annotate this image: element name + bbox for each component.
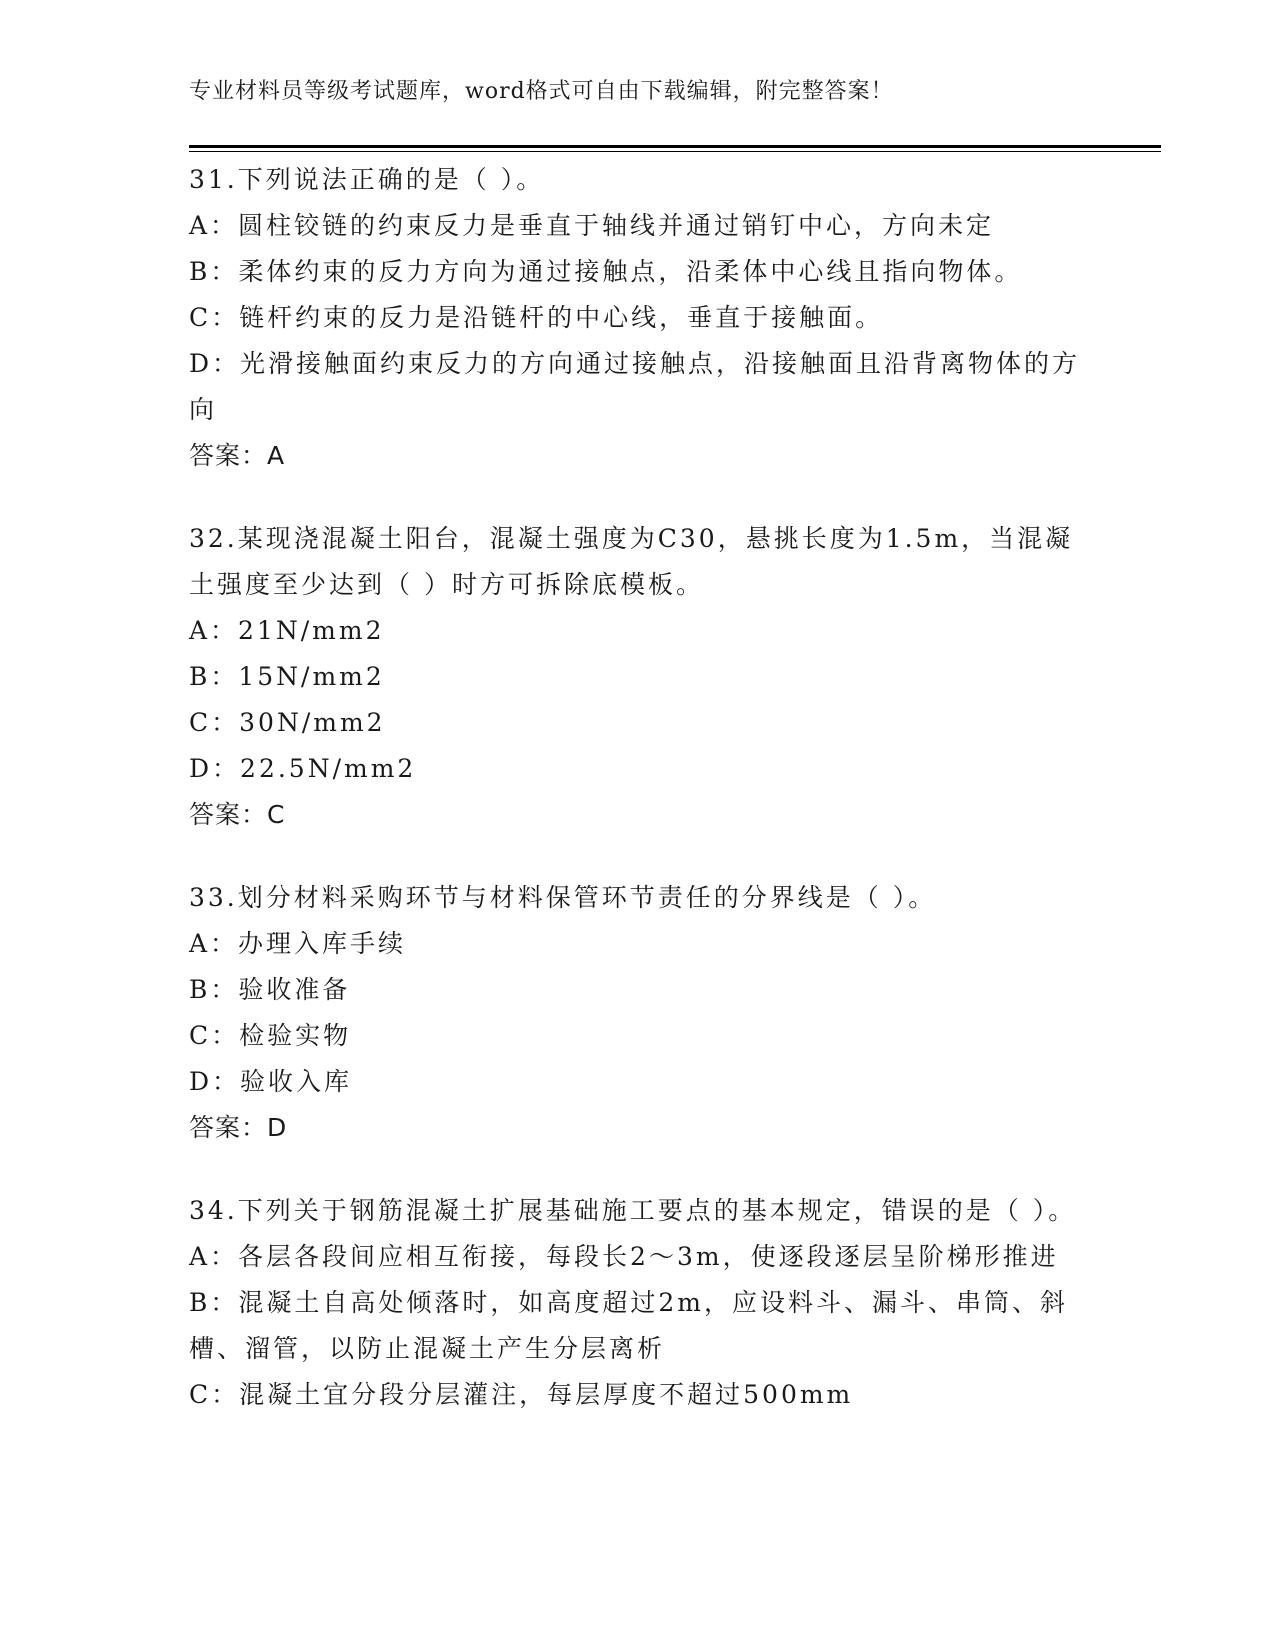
- question-31: [189, 157, 1089, 479]
- option-a: A：各层各段间应相互衔接，每段长2～3m，使逐段逐层呈阶梯形推进: [189, 1242, 1059, 1271]
- question-stem: 31.下列说法正确的是（ ）。: [189, 165, 545, 194]
- option-d: D：光滑接触面约束反力的方向通过接触点，沿接触面且沿背离物体的方向: [189, 349, 1081, 424]
- question-stem: 33.划分材料采购环节与材料保管环节责任的分界线是（ ）。: [189, 883, 937, 912]
- page-header: 专业材料员等级考试题库，word格式可自由下载编辑，附完整答案！: [189, 79, 894, 104]
- option-b: B：验收准备: [189, 975, 351, 1004]
- header-divider: [189, 145, 1161, 152]
- option-c: C：链杆约束的反力是沿链杆的中心线，垂直于接触面。: [189, 303, 884, 332]
- option-b: B：15N/mm2: [189, 662, 385, 691]
- option-a: A：圆柱铰链的约束反力是垂直于轴线并通过销钉中心，方向未定: [189, 211, 995, 240]
- question-34: [189, 1188, 1089, 1418]
- question-list: [189, 157, 1089, 1455]
- option-c: C：30N/mm2: [189, 708, 386, 737]
- question-33: [189, 875, 1089, 1151]
- question-stem: 32.某现浇混凝土阳台，混凝土强度为C30，悬挑长度为1.5m，当混凝土强度至少达到（ ）时方可拆除底模板。: [189, 524, 1074, 599]
- option-b: B：柔体约束的反力方向为通过接触点，沿柔体中心线且指向物体。: [189, 257, 1023, 286]
- option-a: A：办理入库手续: [189, 929, 407, 958]
- option-d: D：验收入库: [189, 1067, 353, 1096]
- answer: 答案：D: [189, 1113, 288, 1142]
- question-32: [189, 516, 1089, 838]
- option-d: D：22.5N/mm2: [189, 754, 417, 783]
- answer: 答案：A: [189, 441, 286, 470]
- option-a: A：21N/mm2: [189, 616, 385, 645]
- question-stem: 34.下列关于钢筋混凝土扩展基础施工要点的基本规定，错误的是（ ）。: [189, 1196, 1077, 1225]
- answer: 答案：C: [189, 800, 286, 829]
- option-b: B：混凝土自高处倾落时，如高度超过2m，应设料斗、漏斗、串筒、斜槽、溜管，以防止混凝土产生分层离析: [189, 1288, 1068, 1363]
- option-c: C：检验实物: [189, 1021, 352, 1050]
- option-c: C：混凝土宜分段分层灌注，每层厚度不超过500mm: [189, 1380, 854, 1409]
